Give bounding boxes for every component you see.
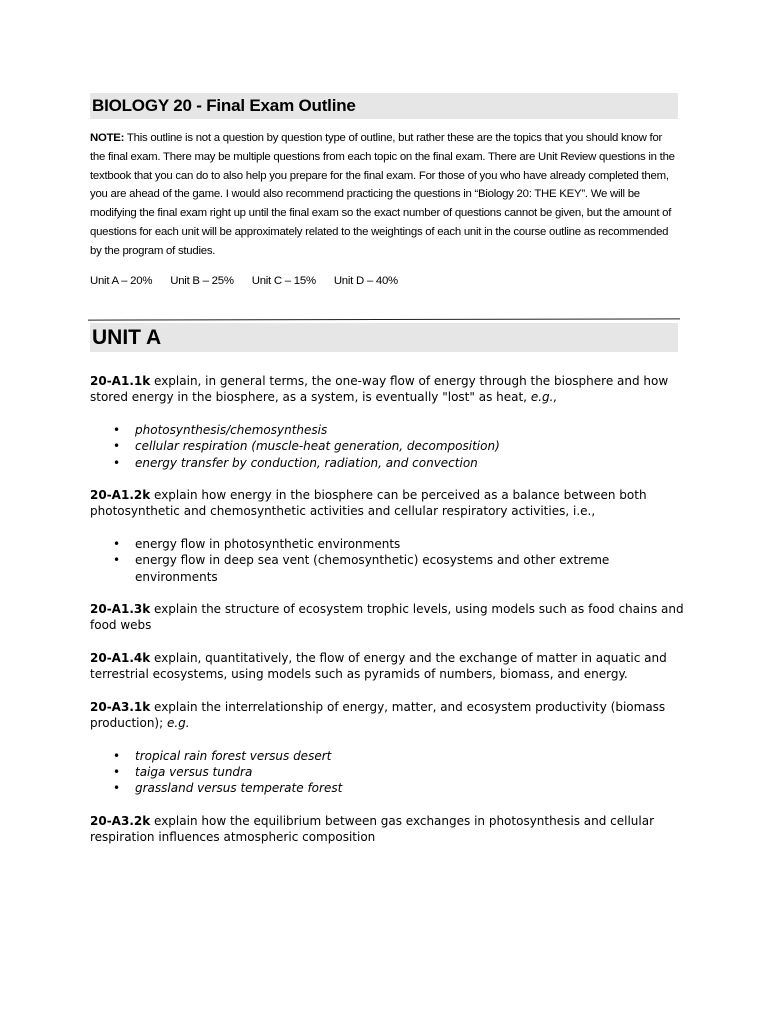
weight-unit-d: Unit D – 40%: [333, 274, 398, 287]
outcomes-list: [90, 373, 690, 862]
outcome-examples-list: [90, 748, 690, 797]
document-page: [90, 93, 684, 845]
weight-unit-a: Unit A – 20%: [90, 274, 153, 287]
outcome-20-a1-1k: [90, 373, 690, 406]
outcome-examples-list: [90, 422, 690, 471]
weight-unit-c: Unit C – 15%: [251, 274, 316, 287]
list-item: • taiga versus tundra: [90, 764, 690, 780]
outcome-code: 20-A1.4k: [90, 650, 151, 665]
outcome-code: 20-A3.2k: [90, 813, 151, 828]
outcome-description: explain how energy in the biosphere can be perceived as a balance between both photosynthetic and chemosynthetic activities and cellular respiratory activities, i.e.,: [90, 488, 647, 519]
outcome-example-marker: e.g.,: [530, 390, 558, 405]
outcome-code: 20-A3.1k: [90, 699, 151, 714]
outcome-description: explain the structure of ecosystem trophic levels, using models such as food chains and food webs: [90, 602, 684, 633]
note-paragraph: [90, 129, 678, 261]
outcome-description: explain, quantitatively, the flow of energy and the exchange of matter in aquatic and terrestrial ecosystems, using models such as pyramids of numbers, biomass, and energy.: [90, 650, 667, 682]
list-item: • grassland versus temperate forest: [90, 780, 690, 796]
outcome-20-a1-3k: [90, 601, 690, 634]
outcome-description: explain, in general terms, the one-way flow of energy through the biosphere and how stored energy in the biosphere, as a system, is eventually "lost" as heat,: [90, 374, 669, 405]
outcome-20-a1-2k: [90, 487, 690, 520]
unit-heading: UNIT A: [90, 323, 678, 352]
outcome-example-marker: e.g.: [166, 716, 190, 731]
note-text: This outline is not a question by question type of outline, but rather these are the topics that you should know for the final exam. There may be multiple questions from each topic on the final exam. There are Unit Review questions in the textbook that you can do to also help you prepare for the final exam. For those of you who have already completed them, you are ahead of the game. I would also recommend practicing the questions in “Biology 20: THE KEY”. We will be modifying the final exam right up until the final exam so the exact number of questions cannot be given, but the amount of questions for each unit will be approximately related to the weightings of each unit in the course outline as recommended by the program of studies.: [90, 132, 675, 257]
unit-weightings: [90, 273, 678, 289]
outcome-code: 20-A1.2k: [90, 488, 151, 503]
weight-unit-b: Unit B – 25%: [170, 274, 234, 287]
page-title: BIOLOGY 20 - Final Exam Outline: [90, 93, 678, 119]
list-item: • energy transfer by conduction, radiation, and convection: [90, 455, 690, 471]
note-label: NOTE:: [90, 132, 125, 144]
list-item: • energy flow in deep sea vent (chemosynthetic) ecosystems and other extreme environments: [90, 552, 690, 585]
outcome-code: 20-A1.1k: [90, 374, 151, 388]
list-item: • energy flow in photosynthetic environments: [90, 536, 690, 552]
list-item: • tropical rain forest versus desert: [90, 748, 690, 764]
outcome-code: 20-A1.3k: [90, 602, 151, 617]
outcome-20-a3-2k: [90, 813, 690, 846]
list-item: • photosynthesis/chemosynthesis: [90, 422, 690, 438]
horizontal-divider: [88, 318, 680, 320]
outcome-examples-list: [90, 536, 690, 585]
outcome-description: explain how the equilibrium between gas exchanges in photosynthesis and cellular respiration influences atmospheric composition: [90, 813, 655, 845]
outcome-20-a1-4k: [90, 650, 690, 683]
outcome-description: explain the interrelationship of energy, matter, and ecosystem productivity (biomass production);: [90, 699, 666, 731]
outcome-20-a3-1k: [90, 699, 690, 732]
list-item: • cellular respiration (muscle-heat generation, decomposition): [90, 438, 690, 454]
